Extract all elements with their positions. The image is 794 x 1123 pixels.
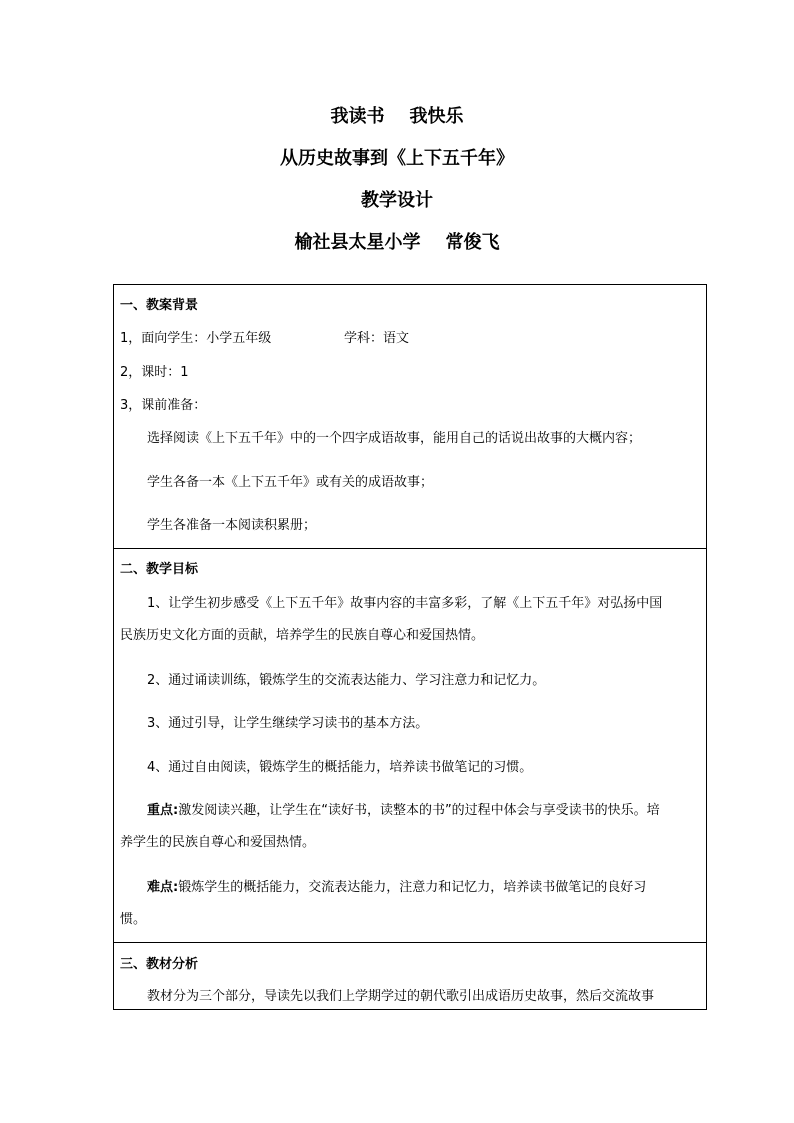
key-point: [147, 802, 660, 820]
preparation-item: 学生各准备一本阅读积累册；: [147, 518, 317, 533]
goal-item: 4、通过自由阅读，锻炼学生的概括能力，培养读书做笔记的习惯。: [147, 760, 533, 775]
preparation-item: 选择阅读《上下五千年》中的一个四字成语故事，能用自己的话说出故事的大概内容；: [147, 431, 642, 446]
difficulty-point: [147, 879, 646, 897]
doc-author-line: 榆社县太星小学 常俊飞: [294, 232, 500, 253]
analysis-paragraph: 教材分为三个部分，导读先以我们上学期学过的朝代歌引出成语历史故事，然后交流故事: [147, 989, 655, 1004]
lesson-plan-table: [113, 284, 707, 1010]
key-point-cont: 养学生的民族自尊心和爱国热情。: [120, 835, 316, 850]
goal-item: 1、让学生初步感受《上下五千年》故事内容的丰富多彩，了解《上下五千年》对弘扬中国: [147, 596, 663, 611]
difficulty-text: 锻炼学生的概括能力，交流表达能力，注意力和记忆力，培养读书做笔记的良好习: [178, 880, 647, 895]
key-point-label: 重点:: [147, 803, 179, 818]
section-heading-analysis: 三、教材分析: [120, 957, 199, 972]
subject: 学科：语文: [344, 331, 410, 346]
doc-title-line1: 我读书 我快乐: [330, 106, 464, 127]
goal-item: 3、通过引导，让学生继续学习读书的基本方法。: [147, 716, 429, 731]
class-hours: 2，课时：1: [120, 365, 189, 380]
goal-item: 2、通过诵读训练，锻炼学生的交流表达能力、学习注意力和记忆力。: [147, 673, 546, 688]
goal-item-cont: 民族历史文化方面的贡献，培养学生的民族自尊心和爱国热情。: [120, 628, 485, 643]
target-students: 1，面向学生：小学五年级: [120, 331, 272, 346]
key-point-text: 激发阅读兴趣，让学生在“读好书，读整本的书”的过程中体会与享受读书的快乐。培: [178, 803, 660, 818]
table-divider: [114, 548, 706, 549]
section-heading-background: 一、教案背景: [120, 298, 199, 313]
preparation-label: 3，课前准备：: [120, 398, 207, 413]
section-heading-goals: 二、教学目标: [120, 562, 199, 577]
difficulty-cont: 惯。: [120, 912, 147, 927]
doc-title-line2: 从历史故事到《上下五千年》: [280, 148, 514, 169]
doc-title-line3: 教学设计: [361, 190, 433, 211]
difficulty-label: 难点:: [147, 880, 179, 895]
table-divider: [114, 942, 706, 943]
preparation-item: 学生各备一本《上下五千年》或有关的成语故事；: [147, 475, 434, 490]
